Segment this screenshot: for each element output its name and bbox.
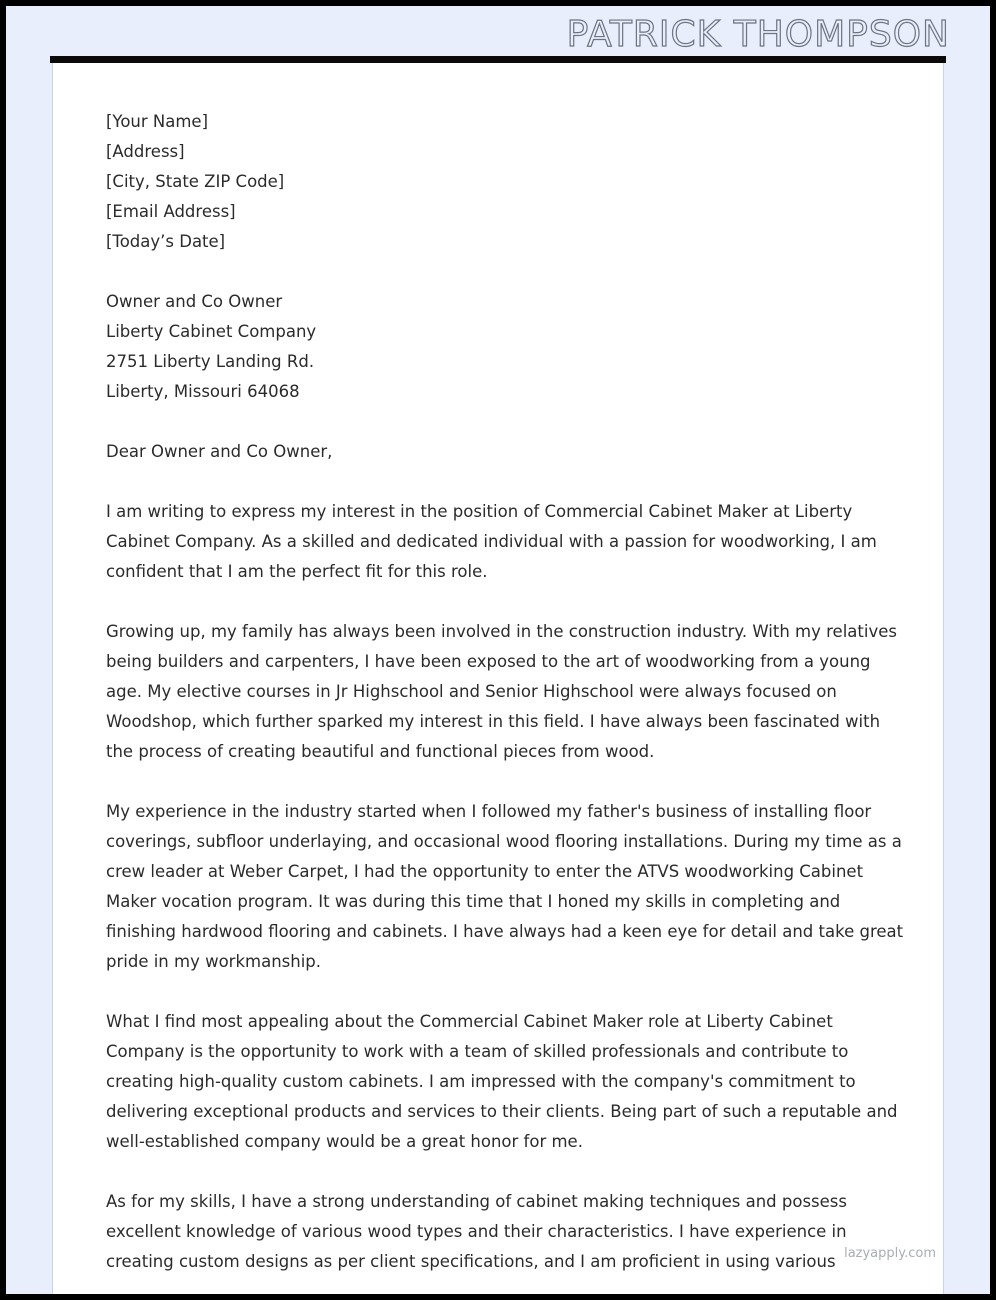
sender-line: [Your Name]	[106, 112, 209, 131]
letter-sheet	[52, 63, 944, 1294]
sender-line: [City, State ZIP Code]	[106, 172, 285, 191]
watermark: lazyapply.com	[844, 1246, 936, 1261]
letter-paragraph: Growing up, my family has always been involved in the construction industry. With my relatives being builders and carpenters, I have been exposed to the art of woodworking from a young age. My elective courses in Jr Highschool and Senior Highschool were always focused on Woodshop, which further sparked my interest in this field. I have always been fascinated with the process of creating beautiful and functional pieces from wood.	[106, 622, 897, 761]
letter-paragraph: My experience in the industry started when I followed my father's business of installing floor coverings, subfloor underlaying, and occasional wood flooring installations. During my time as a crew leader at Weber Carpet, I had the opportunity to enter the ATVS woodworking Cabinet Maker vocation program. It was during this time that I honed my skills in completing and finishing hardwood flooring and cabinets. I have always had a keen eye for detail and take great pride in my workmanship.	[106, 802, 904, 971]
document-header	[6, 6, 990, 58]
recipient-line: Liberty, Missouri 64068	[106, 382, 300, 401]
sender-line: [Email Address]	[106, 202, 236, 221]
sender-address-block	[106, 107, 906, 257]
sender-line: [Address]	[106, 142, 185, 161]
letter-paragraph: What I find most appealing about the Commercial Cabinet Maker role at Liberty Cabinet Company is the opportunity to work with a team of skilled professionals and contribute to creating high-quality custom cabinets. I am impressed with the company's commitment to delivering exceptional products and services to their clients. Being part of such a reputable and well-established company would be a great honor for me.	[106, 1012, 898, 1151]
letter-paragraph: As for my skills, I have a strong understanding of cabinet making techniques and possess excellent knowledge of various wood types and their characteristics. I have experience in creating custom designs as per client specifications, and I am proficient in using various	[106, 1192, 848, 1271]
salutation: Dear Owner and Co Owner,	[106, 442, 333, 461]
page-title: PATRICK THOMPSON	[566, 14, 950, 55]
header-divider	[50, 56, 946, 63]
recipient-line: 2751 Liberty Landing Rd.	[106, 352, 315, 371]
recipient-line: Liberty Cabinet Company	[106, 322, 317, 341]
cover-letter-body	[106, 107, 906, 1294]
recipient-address-block	[106, 287, 906, 407]
document-page	[6, 6, 990, 1294]
letter-paragraph: I am writing to express my interest in the position of Commercial Cabinet Maker at Liberty Cabinet Company. As a skilled and dedicated individual with a passion for woodworking, I am confident that I am the perfect fit for this role.	[106, 502, 877, 581]
recipient-line: Owner and Co Owner	[106, 292, 283, 311]
sender-line: [Today’s Date]	[106, 232, 226, 251]
